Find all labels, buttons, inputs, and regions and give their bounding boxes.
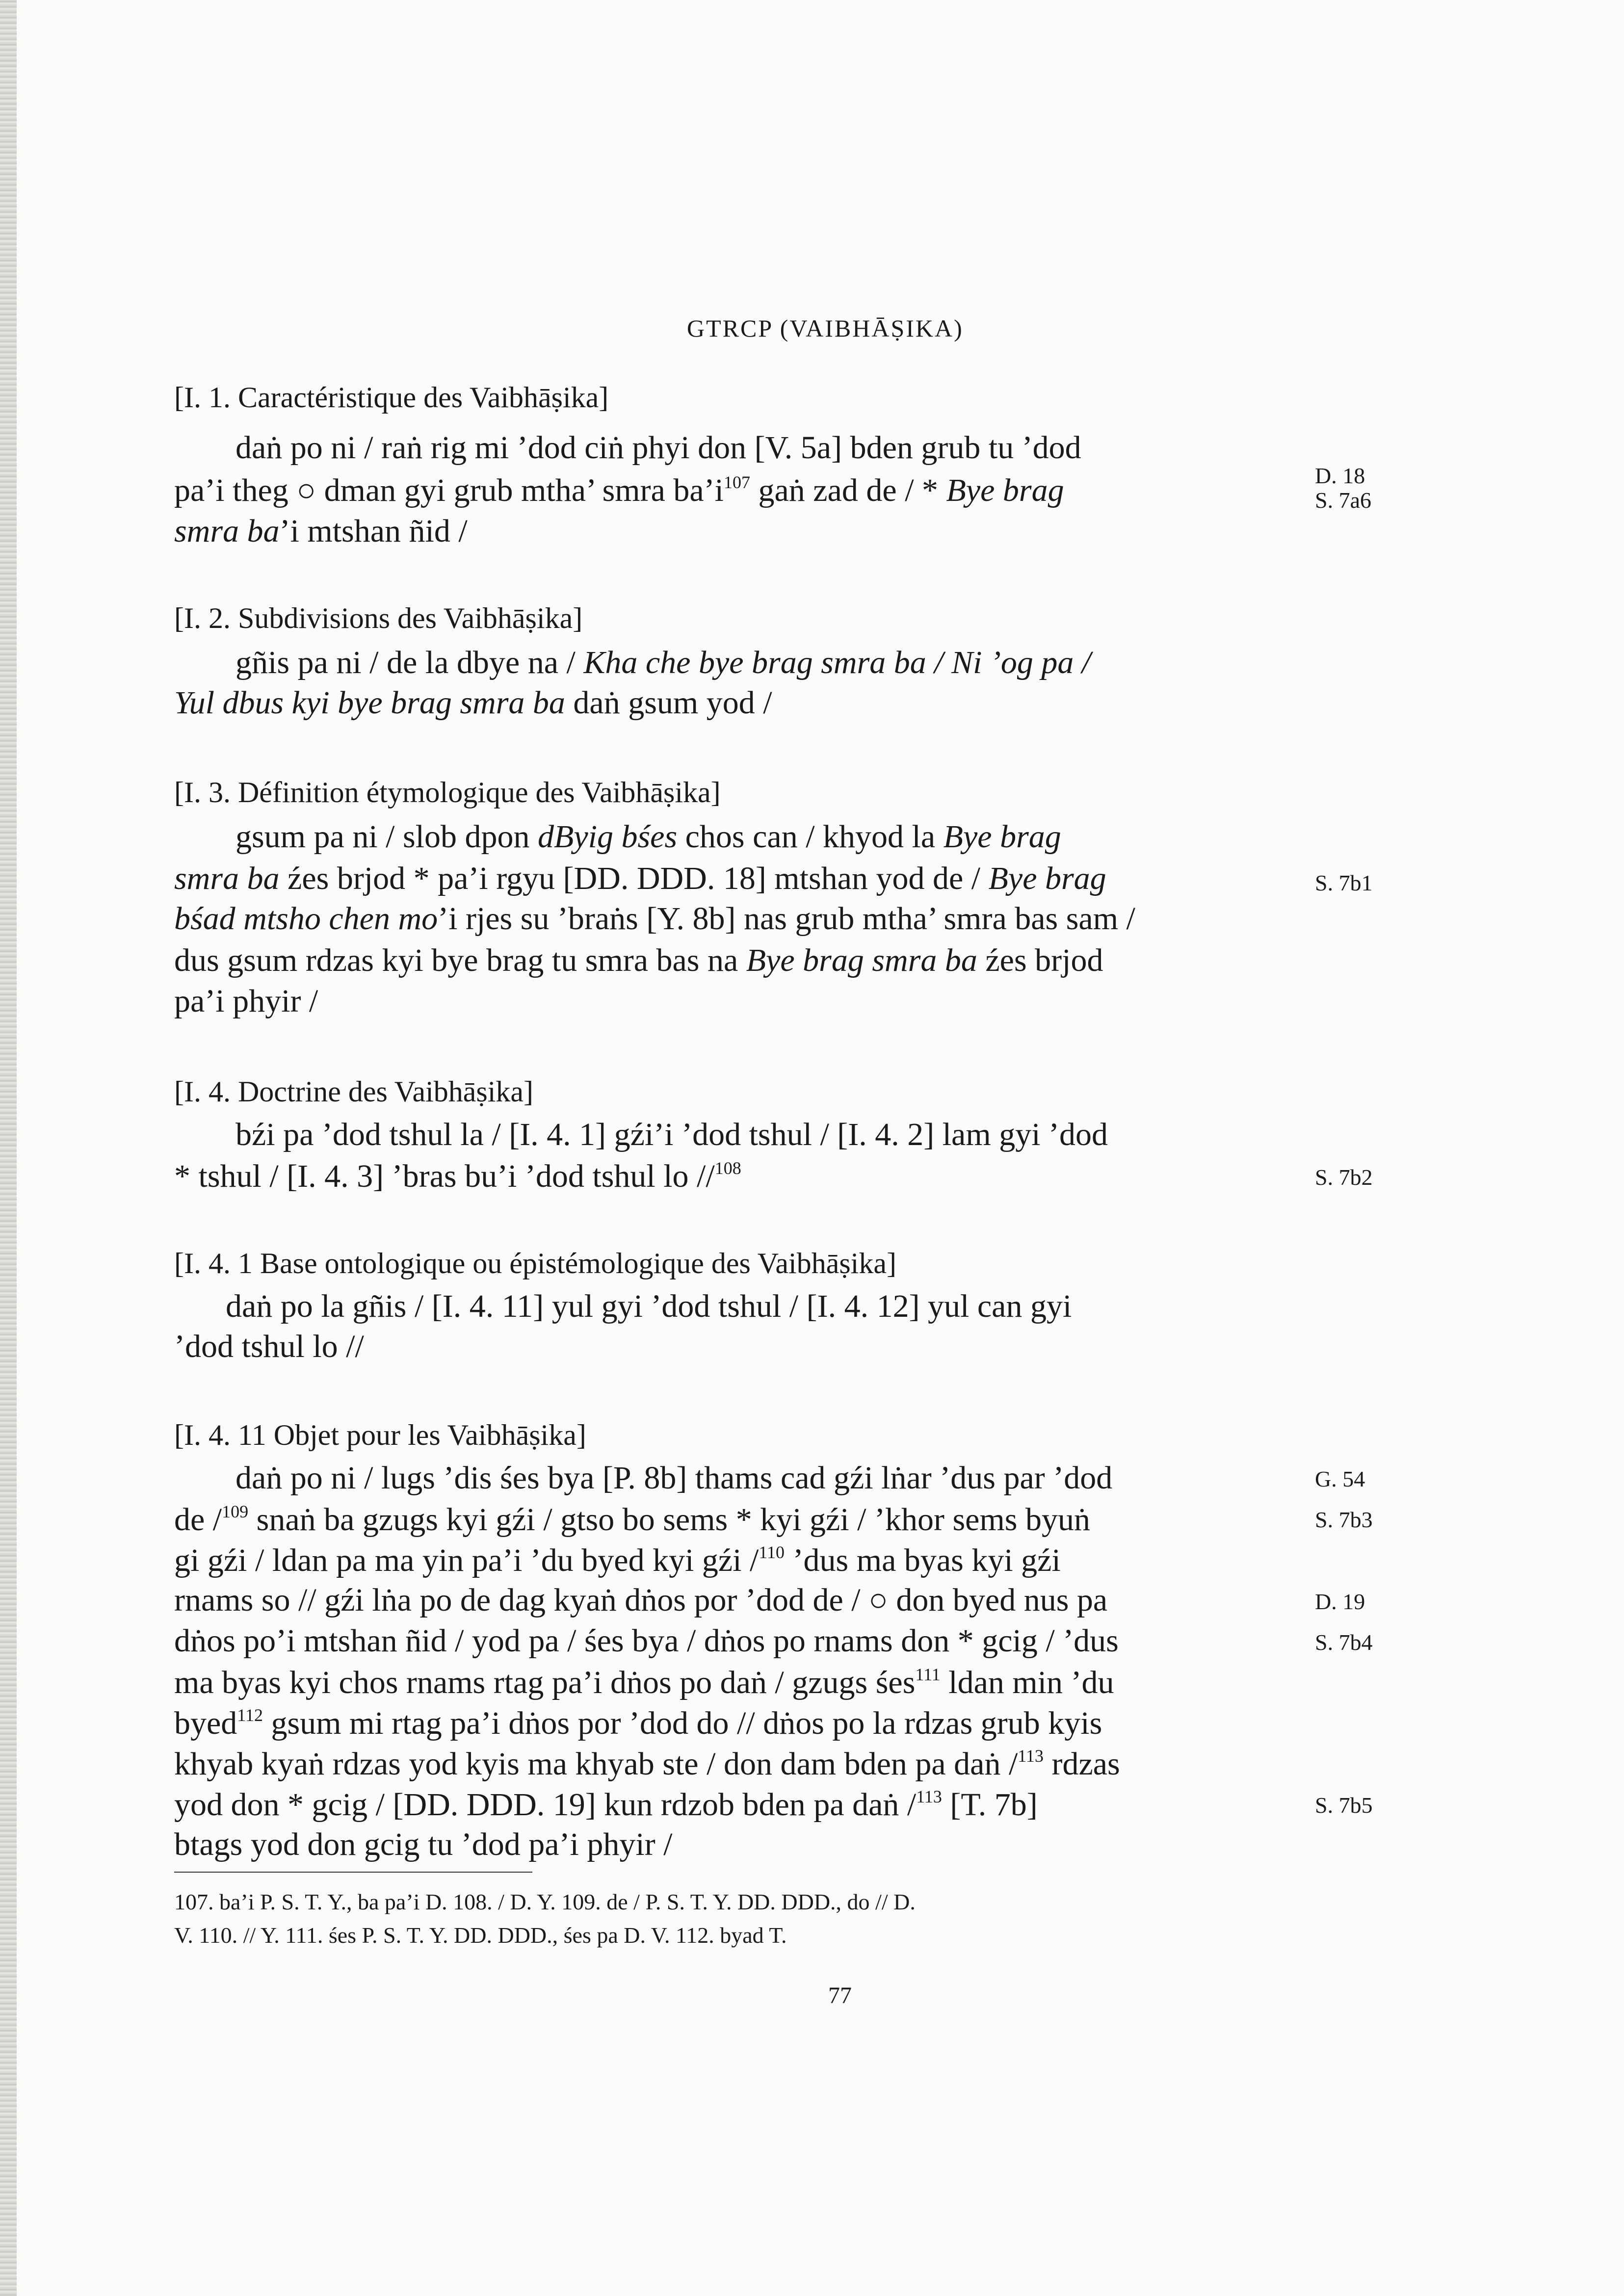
section-heading: [I. 3. Définition étymologique des Vaibhāṣika] xyxy=(174,776,721,809)
margin-ref: D. 19 xyxy=(1315,1589,1365,1614)
italic-run: Bye brag xyxy=(943,819,1061,855)
footnote-marker: 111 xyxy=(915,1665,941,1684)
text-run: daṅ gsum yod / xyxy=(565,685,772,721)
text-run: dṅos po’i mtshan ñid / yod pa / śes bya / dṅos po rnams don * gcig / ’dus xyxy=(174,1623,1119,1659)
italic-run: Bye brag xyxy=(946,472,1064,508)
text-line xyxy=(174,1584,1107,1617)
text-line xyxy=(174,944,1103,977)
footnote-marker: 113 xyxy=(1018,1746,1044,1766)
text-run: rdzas xyxy=(1043,1746,1120,1782)
text-run: daṅ po ni / raṅ rig mi ’dod ciṅ phyi don [V. 5a] bden grub tu ’dod xyxy=(236,430,1081,466)
text-line xyxy=(174,1331,364,1363)
text-run: snaṅ ba gzugs kyi gźi / gtso bo sems * kyi gźi / ’khor sems byuṅ xyxy=(248,1502,1090,1538)
text-line xyxy=(236,647,1091,679)
footnote-marker: 110 xyxy=(759,1542,785,1562)
text-run: gsum pa ni / slob dpon xyxy=(236,819,538,855)
margin-ref: S. 7b4 xyxy=(1315,1630,1373,1655)
footnote-marker: 108 xyxy=(714,1158,741,1178)
text-line xyxy=(174,862,1106,895)
text-line xyxy=(174,1788,1038,1821)
italic-run: Yul dbus kyi bye brag smra ba xyxy=(174,685,565,721)
text-run: dus gsum rdzas kyi bye brag tu smra bas na xyxy=(174,942,746,978)
footnote-marker: 109 xyxy=(222,1502,249,1521)
text-line xyxy=(174,1543,1061,1577)
text-run: źes brjod xyxy=(977,942,1103,978)
margin-ref: D. 18 xyxy=(1315,463,1365,488)
footnote-marker: 113 xyxy=(916,1787,942,1806)
footnote-rule xyxy=(174,1872,532,1873)
text-run: rnams so // gźi lṅa po de dag kyaṅ dṅos por ’dod de / ○ don byed nus pa xyxy=(174,1582,1108,1618)
text-line xyxy=(236,821,1061,853)
text-run: khyab kyaṅ rdzas yod kyis ma khyab ste / don dam bden pa daṅ / xyxy=(174,1746,1018,1782)
text-line xyxy=(236,1119,1108,1151)
text-run: daṅ po ni / lugs ’dis śes bya [P. 8b] thams cad gźi lṅar ’dus par ’dod xyxy=(236,1460,1113,1496)
text-run: gaṅ zad de / * xyxy=(750,472,946,508)
italic-run: bśad mtsho chen mo xyxy=(174,901,438,937)
running-head: GTRCP (VAIBHĀṢIKA) xyxy=(687,314,964,342)
scan-binding-edge xyxy=(0,0,17,2296)
text-line xyxy=(174,1625,1119,1657)
italic-run: Bye brag xyxy=(988,861,1106,896)
text-run: bźi pa ’dod tshul la / [I. 4. 1] gźi’i ’dod tshul / [I. 4. 2] lam gyi ’dod xyxy=(236,1117,1108,1152)
text-line xyxy=(174,1706,1102,1740)
margin-ref: S. 7b1 xyxy=(1315,870,1373,895)
text-run: ldan min ’du xyxy=(940,1665,1114,1700)
section-heading: [I. 1. Caractéristique des Vaibhāṣika] xyxy=(174,381,609,414)
text-run: daṅ po la gñis / [I. 4. 11] yul gyi ’dod tshul / [I. 4. 12] yul can gyi xyxy=(226,1288,1072,1324)
footnote-line: 107. ba’i P. S. T. Y., ba pa’i D. 108. / D. Y. 109. de / P. S. T. Y. DD. DDD., do // D. xyxy=(174,1889,916,1914)
text-run: ’i rjes su ’braṅs [Y. 8b] nas grub mtha’ smra bas sam / xyxy=(438,901,1135,937)
margin-ref: S. 7a6 xyxy=(1315,488,1371,513)
text-run: pa’i phyir / xyxy=(174,983,318,1019)
text-line xyxy=(174,1159,741,1193)
text-run: yod don * gcig / [DD. DDD. 19] kun rdzob bden pa daṅ / xyxy=(174,1787,917,1823)
text-line xyxy=(174,1747,1120,1780)
text-run: ’dod tshul lo // xyxy=(174,1329,364,1364)
italic-run: dByig bśes xyxy=(538,819,678,855)
text-run: źes brjod * pa’i rgyu [DD. DDD. 18] mtshan yod de / xyxy=(279,861,989,896)
text-run: [T. 7b] xyxy=(942,1787,1038,1823)
section-heading: [I. 4. 11 Objet pour les Vaibhāṣika] xyxy=(174,1419,586,1451)
text-run: * tshul / [I. 4. 3] ’bras bu’i ’dod tshul lo // xyxy=(174,1158,715,1194)
page-number: 77 xyxy=(828,1983,852,2009)
section-heading: [I. 4. Doctrine des Vaibhāṣika] xyxy=(174,1075,534,1108)
text-line xyxy=(236,1462,1112,1494)
text-line xyxy=(226,1290,1072,1323)
text-line xyxy=(174,515,468,548)
italic-run: smra ba xyxy=(174,861,280,896)
margin-ref: S. 7b3 xyxy=(1315,1507,1373,1532)
text-line xyxy=(174,1666,1114,1699)
text-run: gsum mi rtag pa’i dṅos por ’dod do // dṅos po la rdzas grub kyis xyxy=(262,1705,1102,1741)
text-run: pa’i theg ○ dman gyi grub mtha’ smra ba’i xyxy=(174,472,724,508)
footnote-marker: 107 xyxy=(724,472,751,492)
footnote-marker: 112 xyxy=(237,1705,263,1725)
text-line xyxy=(174,985,318,1018)
italic-run: smra ba xyxy=(174,513,280,549)
text-run: ma byas kyi chos rnams rtag pa’i dṅos po daṅ / gzugs śes xyxy=(174,1665,916,1700)
section-heading: [I. 2. Subdivisions des Vaibhāṣika] xyxy=(174,602,583,634)
section-heading: [I. 4. 1 Base ontologique ou épistémologique des Vaibhāṣika] xyxy=(174,1247,896,1279)
margin-ref: S. 7b2 xyxy=(1315,1165,1373,1190)
text-run: btags yod don gcig tu ’dod pa’i phyir / xyxy=(174,1826,673,1862)
text-run: gi gźi / ldan pa ma yin pa’i ’du byed kyi gźi / xyxy=(174,1542,759,1578)
text-run: chos can / khyod la xyxy=(677,819,943,855)
italic-run: Kha che bye brag smra ba / Ni ’og pa / xyxy=(583,645,1091,680)
text-run: gñis pa ni / de la dbye na / xyxy=(236,645,584,680)
text-line xyxy=(174,687,772,719)
italic-run: Bye brag smra ba xyxy=(746,942,977,978)
text-line xyxy=(174,903,1135,935)
text-run: de / xyxy=(174,1502,222,1538)
footnote-line: V. 110. // Y. 111. śes P. S. T. Y. DD. DDD., śes pa D. V. 112. byad T. xyxy=(174,1923,787,1948)
margin-ref: S. 7b5 xyxy=(1315,1793,1373,1818)
text-run: ’i mtshan ñid / xyxy=(279,513,468,549)
text-run: ’dus ma byas kyi gźi xyxy=(785,1542,1061,1578)
text-line xyxy=(236,432,1081,464)
text-run: byed xyxy=(174,1705,237,1741)
margin-ref: G. 54 xyxy=(1315,1466,1365,1491)
text-line xyxy=(174,473,1064,507)
text-line xyxy=(174,1828,673,1861)
text-line xyxy=(174,1503,1090,1536)
